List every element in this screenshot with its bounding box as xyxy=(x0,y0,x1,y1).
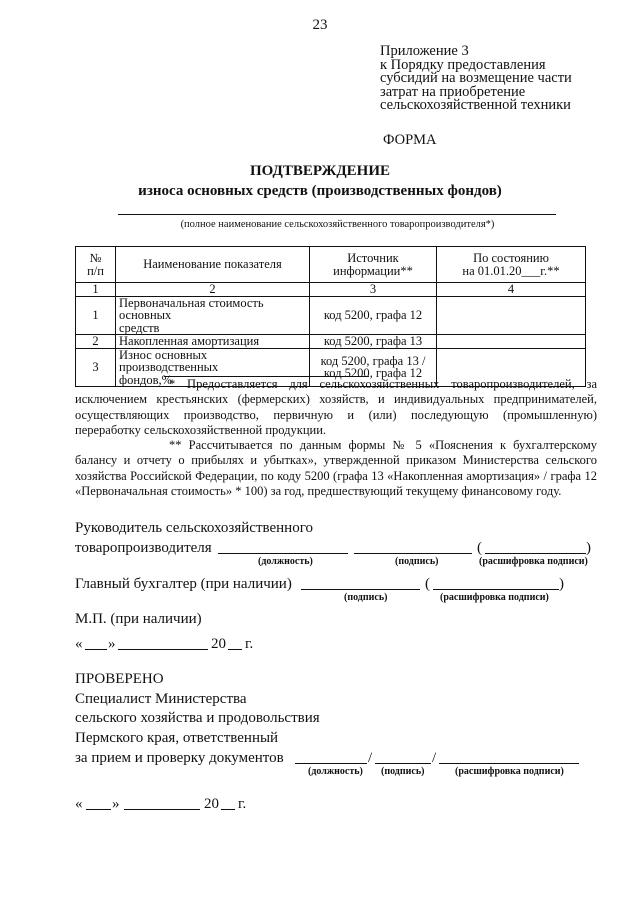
date-year-field[interactable] xyxy=(228,649,242,650)
head-position-field[interactable] xyxy=(218,553,348,554)
row-indicator: Износ основных производственных фондов,% xyxy=(116,348,310,387)
table-row xyxy=(76,296,586,335)
hint-position: (должность) xyxy=(308,766,363,777)
footnote-1: * Предоставляется для сельскохозяйственных товаропроизводителей, за исключением крестьянских (фермерских) хозяйств, и индивидуальных предпринимателей, осуществляющих производство, первичную и (или) последующую (промышленную) переработку сельскохозяйственной продукции. xyxy=(75,377,597,437)
specialist-position-field[interactable] xyxy=(295,763,367,764)
page-number: 23 xyxy=(312,17,328,33)
hint-signature: (подпись) xyxy=(344,592,388,603)
verified-line: Специалист Министерства xyxy=(75,691,247,707)
row-value-cell[interactable] xyxy=(437,296,586,335)
row-value-cell[interactable] xyxy=(437,335,586,349)
date-year-prefix: 20 xyxy=(211,636,226,652)
producer-name-field[interactable] xyxy=(118,214,556,215)
date-open-quote: « xyxy=(75,796,83,812)
date-day-field[interactable] xyxy=(85,649,107,650)
hint-decoding: (расшифровка подписи) xyxy=(479,556,588,567)
accountant-decoding-field[interactable] xyxy=(433,589,559,590)
hint-signature: (подпись) xyxy=(395,556,439,567)
appendix-line: затрат на приобретение xyxy=(380,83,526,100)
date-month-field[interactable] xyxy=(124,809,200,810)
verified-title: ПРОВЕРЕНО xyxy=(75,671,164,687)
appendix-line: Приложение 3 xyxy=(380,43,469,59)
specialist-signature-field[interactable] xyxy=(375,763,431,764)
header-number: № п/п xyxy=(76,247,116,283)
slash: / xyxy=(432,750,437,766)
specialist-decoding-field[interactable] xyxy=(439,763,579,764)
date-year-suffix: г. xyxy=(238,796,247,812)
head-decoding-field[interactable] xyxy=(485,553,586,554)
producer-name-hint: (полное наименование сельскохозяйственного товаропроизводителя*) xyxy=(180,219,495,230)
close-paren: ) xyxy=(559,576,564,592)
date-year-field[interactable] xyxy=(221,809,235,810)
row-source: код 5200, графа 12 xyxy=(310,296,437,335)
appendix-block xyxy=(380,45,572,113)
accountant-label: Главный бухгалтер (при наличии) xyxy=(75,576,292,592)
slash: / xyxy=(368,750,373,766)
table-row xyxy=(76,335,586,349)
row-number: 1 xyxy=(76,296,116,335)
index-cell: 2 xyxy=(116,283,310,297)
table-index-row xyxy=(76,283,586,297)
head-signature-field[interactable] xyxy=(354,553,472,554)
footnotes xyxy=(75,377,597,499)
row-number: 2 xyxy=(76,335,116,349)
open-paren: ( xyxy=(425,576,430,592)
header-source: Источник информации** xyxy=(310,247,437,283)
depreciation-table xyxy=(75,246,586,387)
open-paren: ( xyxy=(477,540,482,556)
stamp-label: М.П. (при наличии) xyxy=(75,611,202,627)
hint-position: (должность) xyxy=(258,556,313,567)
form-label: ФОРМА xyxy=(383,132,437,148)
header-date: По состоянию на 01.01.20___г.** xyxy=(437,247,586,283)
head-title-line1: Руководитель сельскохозяйственного xyxy=(75,520,313,536)
header-indicator: Наименование показателя xyxy=(116,247,310,283)
index-cell: 4 xyxy=(437,283,586,297)
date-month-field[interactable] xyxy=(118,649,208,650)
head-title-line2: товаропроизводителя xyxy=(75,540,212,556)
date-close-quote: » xyxy=(112,796,120,812)
row-number: 3 xyxy=(76,348,116,387)
verified-line: Пермского края, ответственный xyxy=(75,730,279,746)
index-cell: 1 xyxy=(76,283,116,297)
date-close-quote: » xyxy=(108,636,116,652)
row-indicator: Первоначальная стоимость основных средств xyxy=(116,296,310,335)
hint-signature: (подпись) xyxy=(381,766,425,777)
table-header-row xyxy=(76,247,586,283)
row-source: код 5200, графа 13 xyxy=(310,335,437,349)
appendix-line: субсидий на возмещение части xyxy=(380,70,572,86)
hint-decoding: (расшифровка подписи) xyxy=(455,766,564,777)
row-indicator: Накопленная амортизация xyxy=(116,335,310,349)
date-day-field[interactable] xyxy=(86,809,111,810)
document-subtitle: износа основных средств (производственных фондов) xyxy=(138,183,502,199)
accountant-signature-field[interactable] xyxy=(301,589,420,590)
close-paren: ) xyxy=(586,540,591,556)
document-title: ПОДТВЕРЖДЕНИЕ xyxy=(249,163,391,179)
appendix-line: сельскохозяйственной техники xyxy=(380,97,571,113)
date-year-prefix: 20 xyxy=(204,796,219,812)
verified-line: за прием и проверку документов xyxy=(75,750,284,766)
hint-decoding: (расшифровка подписи) xyxy=(440,592,549,603)
date-year-suffix: г. xyxy=(245,636,254,652)
appendix-line: к Порядку предоставления xyxy=(380,56,546,73)
verified-line: сельского хозяйства и продовольствия xyxy=(75,710,320,726)
index-cell: 3 xyxy=(310,283,437,297)
date-open-quote: « xyxy=(75,636,83,652)
row-source: код 5200, графа 13 / код 5200, графа 12 xyxy=(310,348,437,387)
footnote-2: ** Рассчитывается по данным формы № 5 «Пояснения к бухгалтерскому балансу и отчету о прибылях и убытках», утвержденной приказом Министерства сельского хозяйства Российской Федерации, по коду 5200 (графа 13 «Накопленная амортизация» / графа 12 «Первоначальная стоимость» * 100) за год, предшествующий текущему финансовому году. xyxy=(75,438,597,499)
